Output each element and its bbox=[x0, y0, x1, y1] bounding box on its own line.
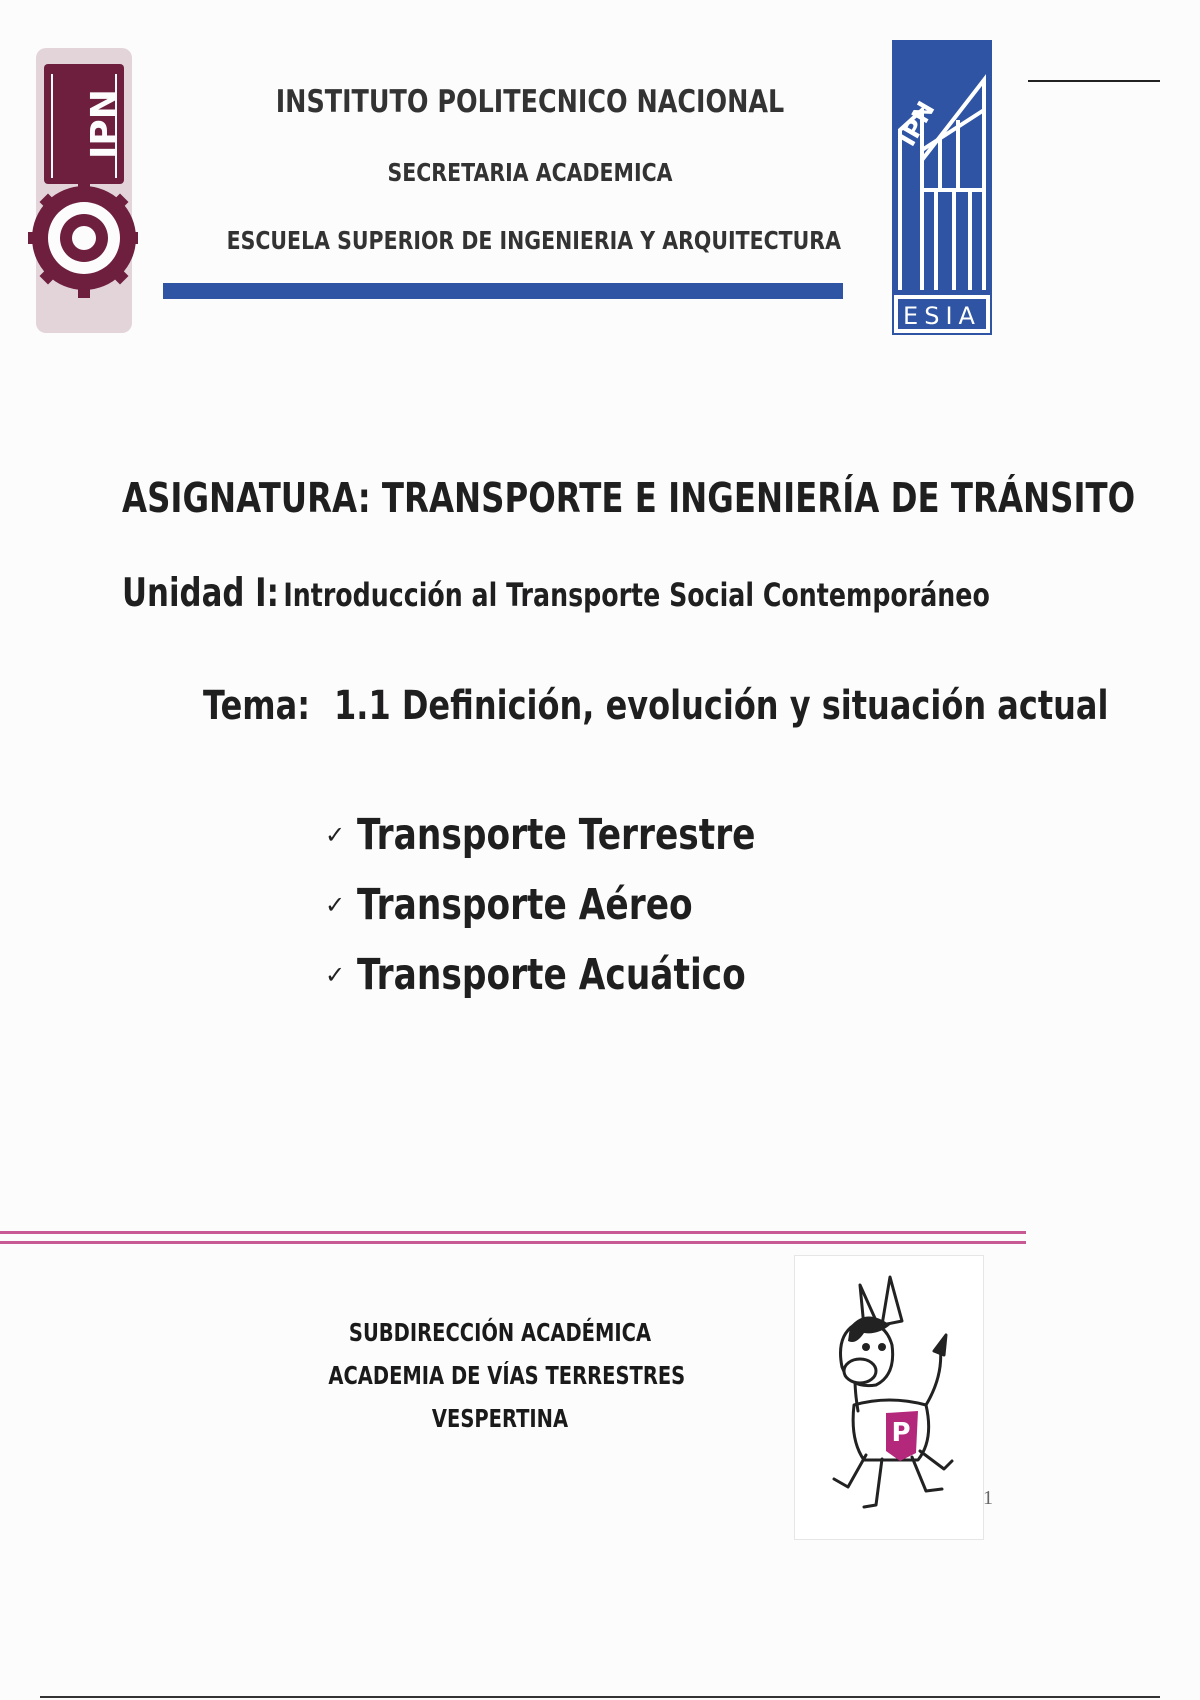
secretariat-name: SECRETARIA ACADEMICA bbox=[387, 158, 673, 187]
topic-list bbox=[325, 800, 855, 1010]
esia-logo-top-text: IPN bbox=[892, 96, 941, 151]
topic-item-label: Transporte Aéreo bbox=[357, 880, 693, 930]
topic-heading bbox=[203, 683, 1108, 729]
list-item bbox=[325, 800, 855, 870]
topic-title: 1.1 Definición, evolución y situación actual bbox=[334, 683, 1109, 729]
list-item bbox=[325, 870, 855, 940]
top-right-rule bbox=[1028, 80, 1160, 82]
school-name: ESCUELA SUPERIOR DE INGENIERIA Y ARQUITECTURA bbox=[226, 226, 841, 255]
list-item bbox=[325, 940, 855, 1010]
topic-item-label: Transporte Terrestre bbox=[357, 810, 756, 860]
footer-divider-top bbox=[0, 1231, 1026, 1234]
topic-item-label: Transporte Acuático bbox=[357, 950, 746, 1000]
footer-subdirection: SUBDIRECCIÓN ACADÉMICA bbox=[348, 1318, 652, 1347]
checkmark-icon: ✓ bbox=[325, 891, 346, 919]
mascot-badge-text: P bbox=[891, 1418, 911, 1448]
unit-label: Unidad I: bbox=[122, 571, 279, 616]
institution-name: INSTITUTO POLITECNICO NACIONAL bbox=[275, 84, 785, 120]
footer-academy: ACADEMIA DE VÍAS TERRESTRES bbox=[328, 1361, 686, 1390]
esia-logo-bottom-text: ESIA bbox=[903, 302, 981, 330]
donkey-mascot-icon bbox=[794, 1255, 984, 1540]
course-title: ASIGNATURA: TRANSPORTE E INGENIERÍA DE TRÁNSITO bbox=[122, 474, 1136, 522]
bottom-rule bbox=[40, 1696, 1160, 1698]
ipn-seal-logo-icon bbox=[28, 38, 140, 343]
footer-shift: VESPERTINA bbox=[431, 1404, 569, 1433]
page-number: 1 bbox=[983, 1487, 993, 1509]
unit-heading bbox=[122, 571, 990, 616]
esia-building-logo-icon bbox=[892, 40, 992, 335]
unit-title: Introducción al Transporte Social Contemporáneo bbox=[283, 576, 990, 614]
checkmark-icon: ✓ bbox=[325, 821, 346, 849]
svg-text:IPN: IPN bbox=[84, 89, 125, 159]
checkmark-icon: ✓ bbox=[325, 961, 346, 989]
footer-divider-bottom bbox=[0, 1241, 1026, 1244]
header-divider-bar bbox=[163, 283, 843, 299]
topic-label: Tema: bbox=[203, 683, 311, 729]
